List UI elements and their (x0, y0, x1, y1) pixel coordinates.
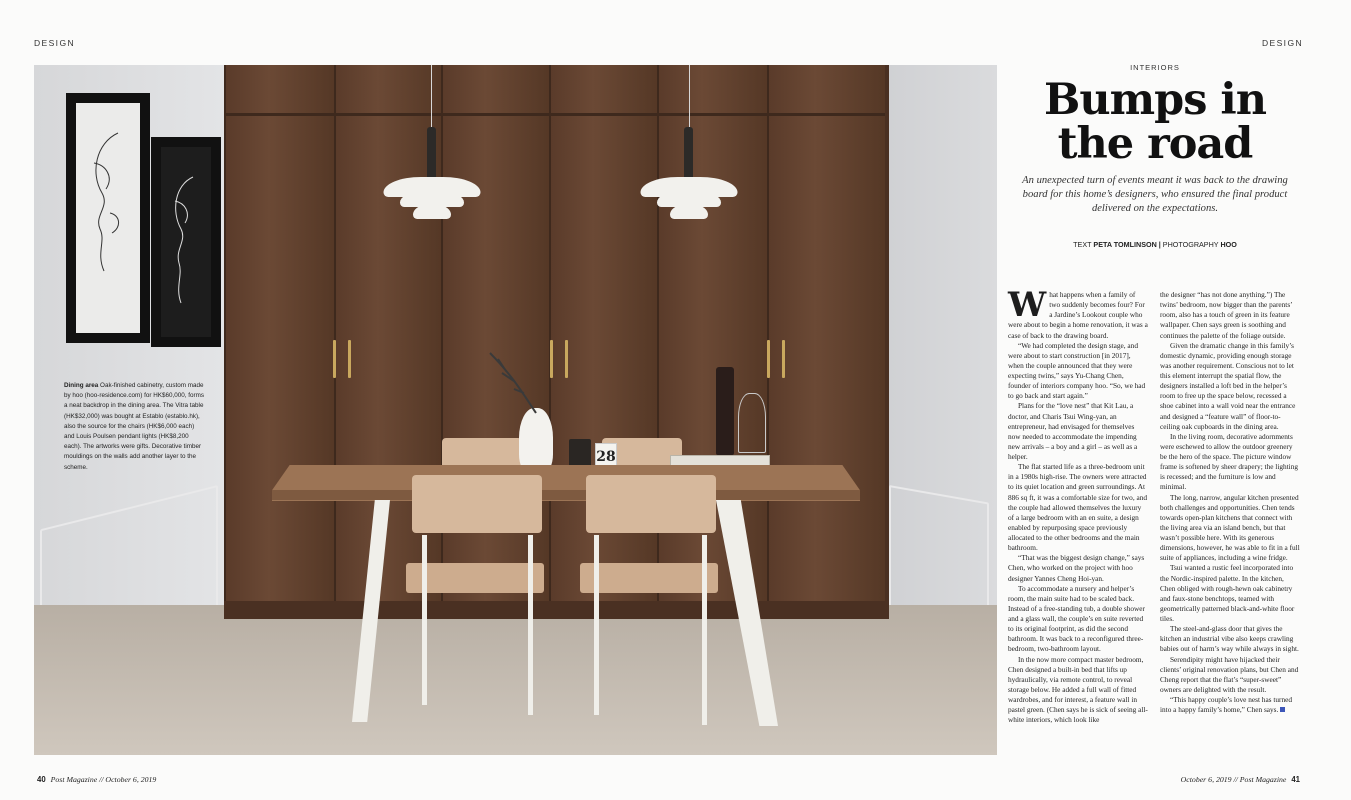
dried-branch-icon (484, 345, 544, 415)
article-column-2 (1160, 290, 1300, 715)
folio-right (1181, 775, 1303, 784)
chair-back-front-left (412, 475, 542, 533)
byline (1010, 240, 1300, 249)
artwork-frame-left (66, 93, 150, 343)
line-drawing-face-icon (161, 147, 211, 337)
candle-jar (569, 439, 591, 469)
body-paragraph: “That was the biggest design change,” says Chen, who worked on the project with hoo designer Yannes Cheng Hoi-yan. (1008, 553, 1145, 583)
candle-28: 28 (595, 443, 617, 471)
byline-text-label: TEXT (1073, 240, 1092, 249)
body-paragraph: The steel-and-glass door that gives the kitchen an industrial vibe also keeps crawling babies out of harm’s way while always in sight. (1160, 624, 1299, 654)
body-paragraph: To accommodate a nursery and helper’s room, the main suite had to be scaled back. Instead of a free-standing tub, a double shower and a glass wall, the couple’s en suite reverted to its original footprint, as did the second bathroom. It was back to a reconfigured three-bedroom, two-bathroom layout. (1008, 583, 1145, 654)
body-paragraph: In the now more compact master bedroom, Chen designed a built-in bed that lifts up hydraulically, via remote control, to reveal storage below. He added a full wall of fitted wardrobes, and for interest, a feature wall in pastel green. (Chen says he is sick of seeing all-white interiors, which look like (1008, 654, 1148, 725)
wine-glasses (738, 393, 766, 453)
page-number-left: 40 (37, 775, 46, 784)
body-paragraph: The long, narrow, angular kitchen presented both challenges and opportunities. Chen tends towards open-plan kitchens that connect with the living area via an island bench, but that wasn’t possible here. With its generous dimensions, however, he was able to fit in a full suite of appliances, including a wine fridge. (1160, 492, 1300, 563)
white-vase (519, 408, 553, 474)
dining-table-edge (272, 490, 860, 500)
brass-handle (782, 340, 785, 378)
byline-separator: | (1158, 240, 1161, 249)
body-paragraph: “We had completed the design stage, and were about to start construction [in 2017], when the couple announced that they were expecting twins,” says Yu-Chang Chen, founder of interiors company hoo. “So, we had to go back and start again.” (1008, 340, 1146, 401)
body-paragraph: The flat started life as a three-bedroom unit in a 1980s high-rise. The owners were attracted to its quiet location and green surroundings. At 886 sq ft, it was a comfortable size for two, and the couple had allowed themselves the luxury of a large bedroom with an en suite, a design enabled by repurposing space previously allocated to the other bedrooms and the main bathroom. (1008, 462, 1148, 553)
body-paragraph-final: “This happy couple’s love nest has turned into a happy family’s home,” Chen says. (1160, 695, 1292, 715)
article-column-1 (1008, 285, 1148, 725)
caption-text: Oak-finished cabinetry, custom made by hoo (hoo-residence.com) for HK$60,000, forms a neat backdrop in the dining area. The Vitra table (HK$32,000) was bought at Establo (establo.hk), also the source for the chairs (HK$6,000 each) and Louis Poulsen pendant lights (HK$8,200 each). The artworks were gifts. Decorative timber mouldings on the walls add another layer to the scheme. (64, 382, 204, 471)
folio-magazine-right: October 6, 2019 // Post Magazine (1180, 775, 1287, 784)
brass-handle (565, 340, 568, 378)
brass-handle (348, 340, 351, 378)
end-mark-icon (1280, 707, 1285, 712)
headline-line-2: the road (1057, 119, 1253, 169)
body-paragraph: Serendipity might have hijacked their clients’ original renovation plans, but Chen and Cheng report that the flat’s “super-sweet” owners are delighted with the result. (1160, 654, 1299, 694)
byline-photographer: HOO (1220, 240, 1237, 249)
byline-photo-label: PHOTOGRAPHY (1162, 240, 1219, 249)
chair-leg (528, 535, 533, 715)
article-deck: An unexpected turn of events meant it was back to the drawing board for this home’s designers, who ensured the final product delivered on the expectations. (1022, 175, 1288, 215)
chair-leg (702, 535, 707, 725)
floor (34, 605, 997, 755)
cabinet-door (224, 65, 334, 617)
folio-left (34, 775, 156, 784)
body-paragraph: Given the dramatic change in this family’s domestic dynamic, providing enough storage was another requirement. Conscious not to let this element interrupt the spatial flow, the designers installed a loft bed in the helper’s room to free up the space below, recessed a shoe cabinet into a wall void near the entrance and designed a “feature wall” of floor-to-ceiling oak cupboards in the dining area. (1160, 340, 1296, 431)
pendant-lamp-left (383, 127, 480, 227)
brass-handle (333, 340, 336, 378)
chair-back-front-right (586, 475, 716, 533)
article-kicker: INTERIORS (1130, 63, 1180, 72)
line-drawing-face-icon (76, 103, 140, 333)
cabinet-plinth (224, 601, 889, 619)
drop-cap: W (1008, 285, 1047, 325)
cabinet-top-joint (224, 113, 885, 116)
folio-magazine-left: Post Magazine // October 6, 2019 (50, 775, 157, 784)
body-paragraph: Tsui wanted a rustic feel incorporated into the Nordic-inspired palette. In the kitchen, Chen obliged with rough-hewn oak cabinetry and faux-stone benchtops, teamed with geometrically patterned black-and-white floor tiles. (1160, 563, 1295, 623)
headline-line-1: Bumps in (1044, 75, 1266, 125)
wine-bottle (716, 367, 734, 455)
body-paragraph: the designer “has not done anything.”) The twins’ bedroom, now bigger than the parents’ room, also has a touch of green in its feature wallpaper. Chen says green is soothing and continues the palette of the foliage outside. (1160, 290, 1293, 340)
article-headline (1010, 75, 1300, 169)
oak-cabinetry (224, 65, 889, 617)
body-paragraph: In the living room, decorative adornments were eschewed to allow the outdoor greenery be the hero of the space. The picture window frame is softened by sheer drapery; the lighting is recessed; and the furniture is low and minimal. (1160, 431, 1298, 492)
section-tag-right: DESIGN (1262, 38, 1303, 48)
caption-lead: Dining area (64, 382, 99, 389)
chair-seat-front-right (580, 563, 718, 593)
body-paragraph: What happens when a family of two suddenly becomes four? For a Jardine’s Lookout couple who were about to begin a home renovation, it was a case of back to the drawing board. (1008, 285, 1148, 340)
photo-caption (64, 381, 204, 473)
pendant-lamp-right (640, 127, 737, 227)
brass-handle (550, 340, 553, 378)
brass-handle (767, 340, 770, 378)
page-number-right: 41 (1291, 775, 1300, 784)
chair-leg (422, 535, 427, 705)
artwork-frame-right (151, 137, 221, 347)
byline-author: PETA TOMLINSON (1093, 240, 1157, 249)
body-paragraph: Plans for the “love nest” that Kit Lau, a doctor, and Charis Tsui Wing-yan, an entrepreneur, had envisaged for themselves now needed to accommodate the impending new arrivals – a boy and a girl – as well as a helper. (1008, 401, 1138, 461)
chair-leg (594, 535, 599, 715)
section-tag-left: DESIGN (34, 38, 75, 48)
